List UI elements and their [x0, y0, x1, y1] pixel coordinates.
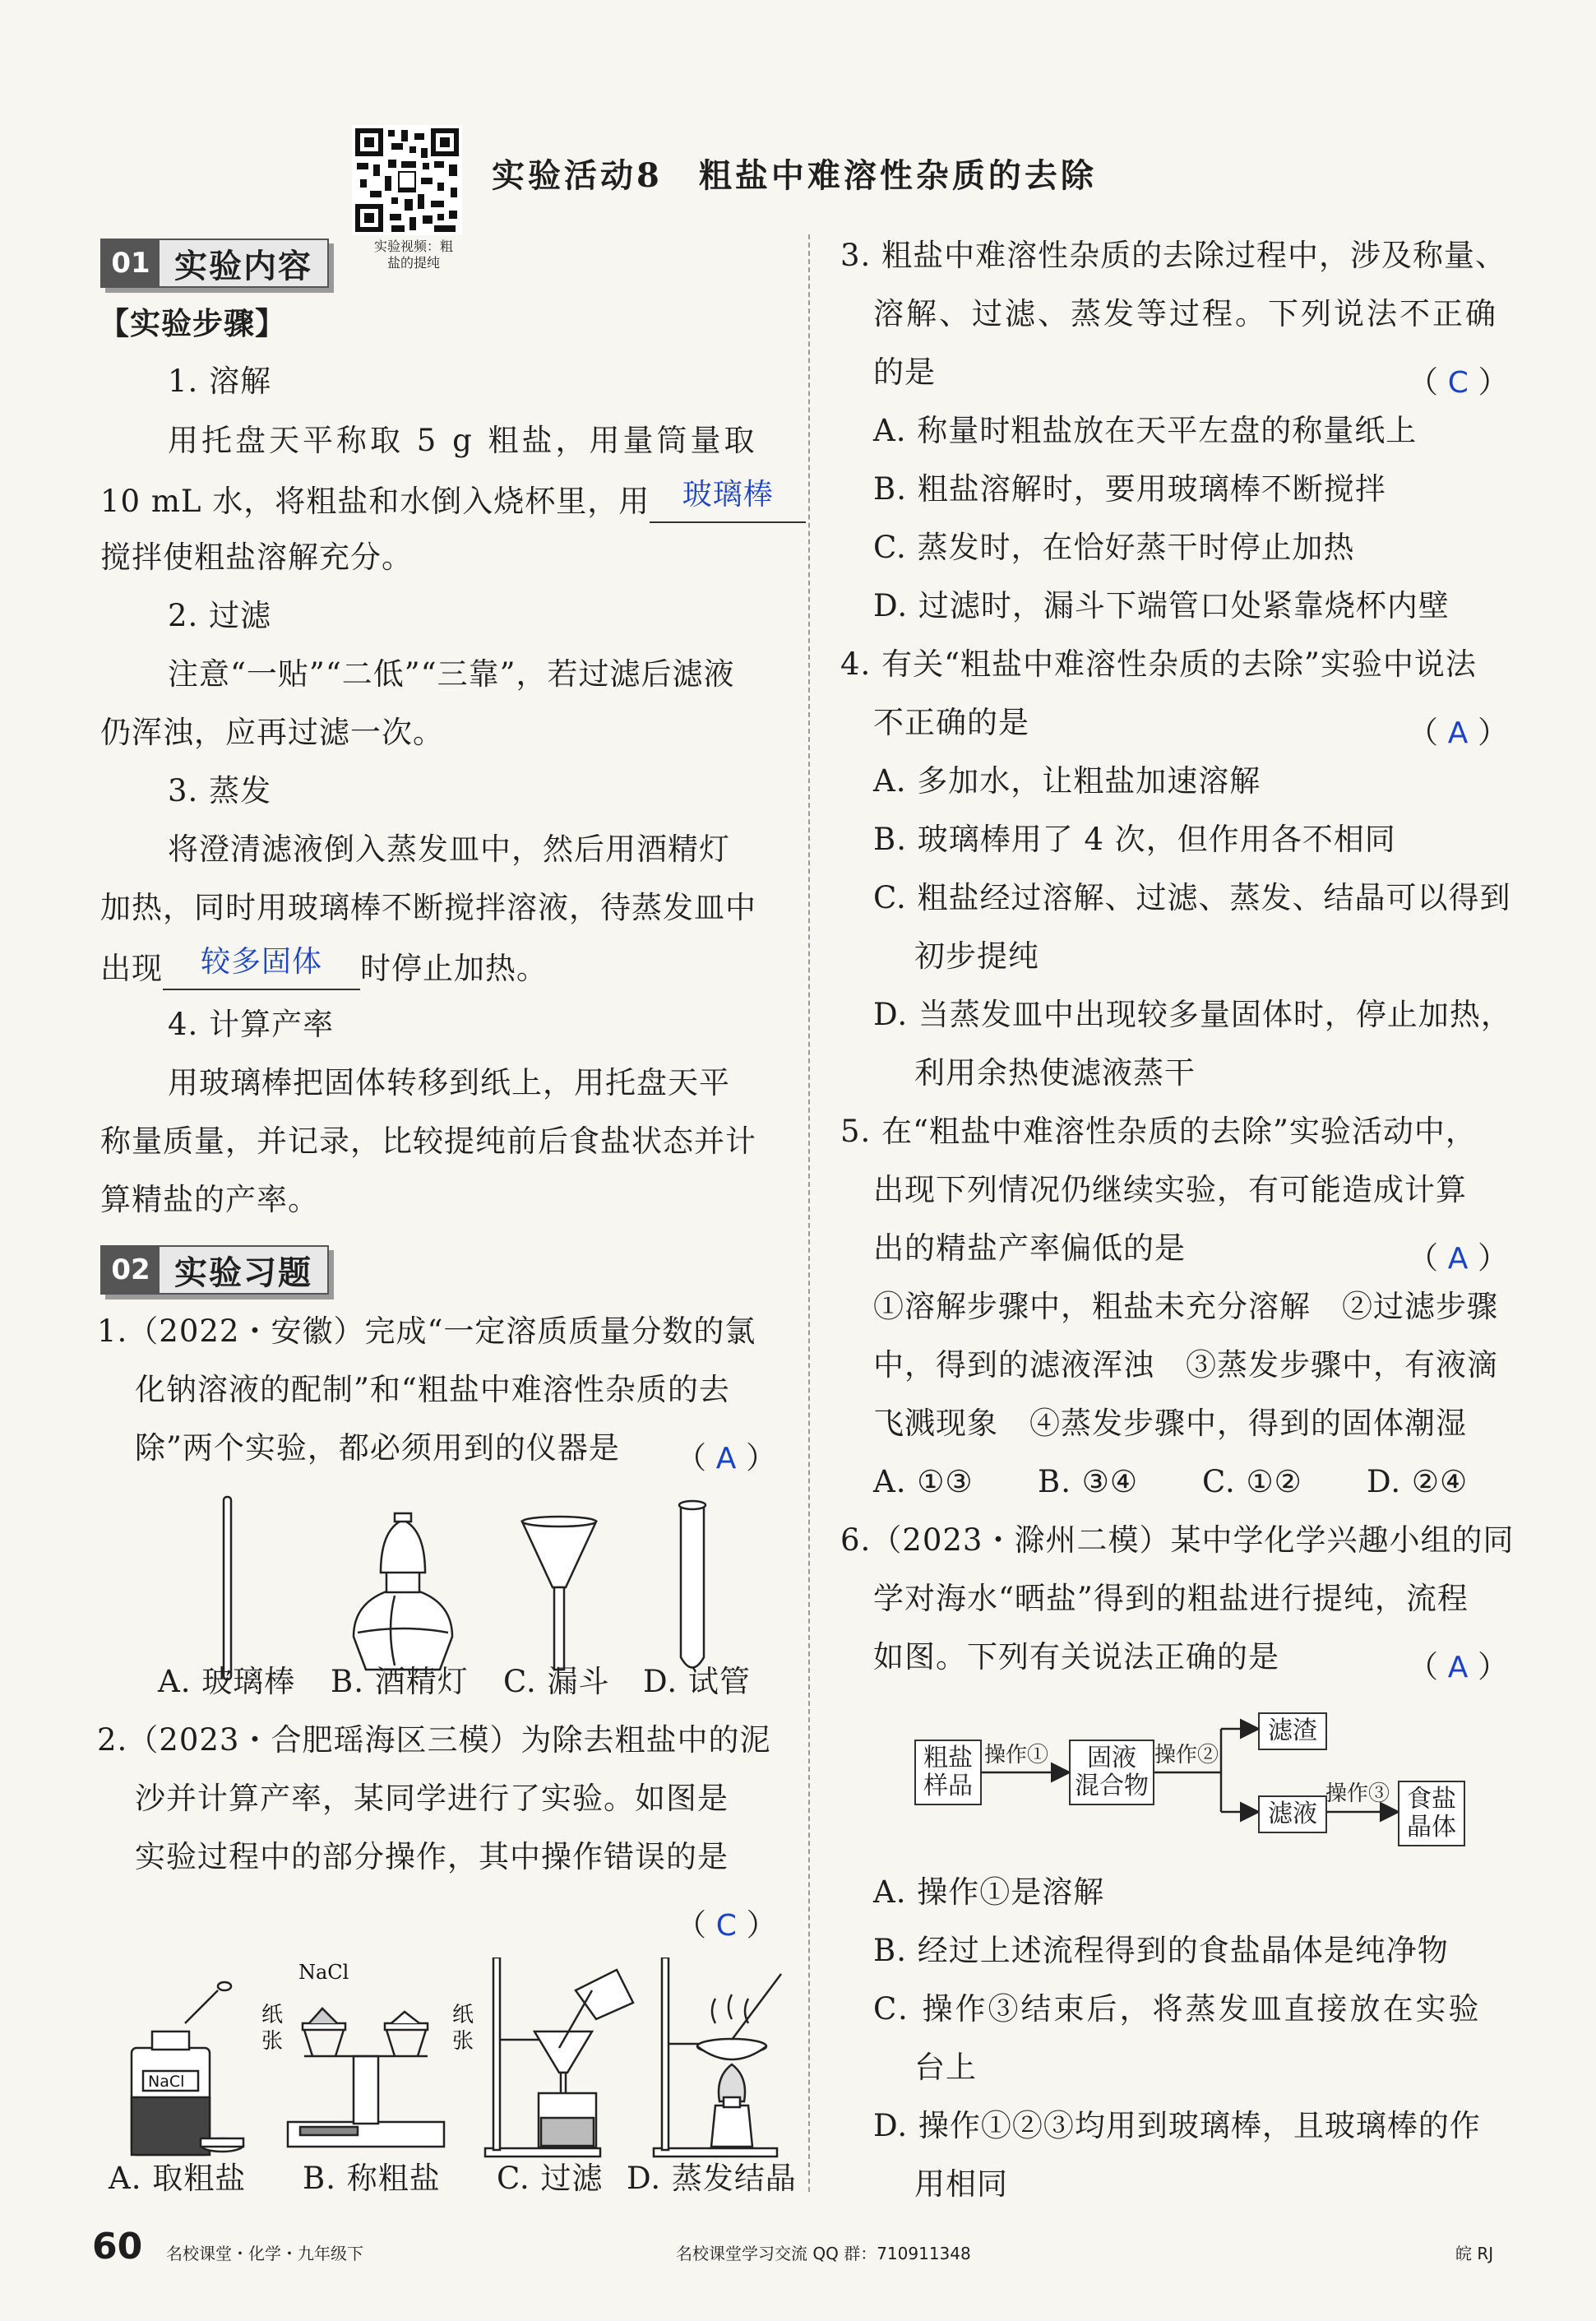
q1-line-3: 除”两个实验，都必须用到的仪器是 — [135, 1430, 620, 1466]
q6-option-a: A. 操作①是溶解 — [873, 1874, 1105, 1910]
q2-option-a: A. 取粗盐 — [109, 2161, 247, 2196]
step-1-title: 1. 溶解 — [168, 364, 272, 399]
flow-box-mixture-label: 固液 混合物 — [1075, 1743, 1149, 1800]
q5-item-line-3: 飞溅现象 ④蒸发步骤中，得到的固体潮湿 — [873, 1406, 1467, 1441]
q5-option-c: C. ①② — [1202, 1464, 1302, 1499]
q6-option-d-line-2: 用相同 — [914, 2166, 1008, 2202]
q1-line-1: 1.（2022・安徽）完成“一定溶质质量分数的氯 — [97, 1313, 756, 1349]
step-4-title: 4. 计算产率 — [168, 1007, 335, 1042]
section-header-1 — [100, 239, 329, 288]
q2-operation-figure — [107, 1957, 806, 2163]
q5-option-a: A. ①③ — [873, 1464, 974, 1499]
filtration-illustration — [485, 1957, 633, 2157]
step-3-line-2: 加热，同时用玻璃棒不断搅拌溶液，待蒸发皿中 — [100, 890, 756, 925]
step-3-line-3-text-b: 时停止加热。 — [360, 951, 548, 986]
q4-option-d-line-2: 利用余热使滤液蒸干 — [914, 1055, 1196, 1091]
reagent-bottle-illustration — [132, 1982, 243, 2155]
steps-heading: 【实验步骤】 — [99, 305, 286, 341]
q1-answer-paren: （ A ） — [676, 1440, 777, 1476]
flow-label-op2: 操作② — [1154, 1743, 1219, 1767]
q4-answer: A — [1447, 716, 1469, 750]
q2-answer: C — [715, 1909, 737, 1943]
flow-box-salt-crystal-label: 食盐 晶体 — [1407, 1784, 1456, 1842]
step-1-line-1: 用托盘天平称取 5 g 粗盐，用量筒量取 — [168, 423, 758, 458]
test-tube-illustration — [679, 1501, 705, 1668]
step-3-answer-blank — [163, 945, 360, 990]
step-3-title: 3. 蒸发 — [168, 773, 272, 808]
q4-line-2: 不正确的是 — [873, 705, 1029, 740]
step-2-line-2: 仍浑浊，应再过滤一次。 — [100, 715, 444, 750]
section-title: 实验习题 — [174, 1253, 312, 1292]
q5-item-line-1: ①溶解步骤中，粗盐未充分溶解 ②过滤步骤 — [873, 1289, 1498, 1324]
flow-box-residue-label: 滤渣 — [1268, 1716, 1317, 1745]
q6-option-c-line-2: 台上 — [914, 2050, 977, 2085]
q1-option-d: D. 试管 — [643, 1664, 751, 1699]
q3-option-c: C. 蒸发时，在恰好蒸干时停止加热 — [873, 530, 1355, 565]
qr-code — [352, 125, 462, 235]
q2-line-2: 沙并计算产率，某同学进行了实验。如图是 — [135, 1781, 729, 1816]
q2-answer-paren: （ C ） — [676, 1907, 777, 1943]
q6-line-1: 6.（2023・滁州二模）某中学化学兴趣小组的同 — [840, 1522, 1515, 1558]
q3-option-a: A. 称量时粗盐放在天平左盘的称量纸上 — [873, 413, 1418, 448]
funnel-illustration — [522, 1517, 596, 1670]
flow-box-filtrate — [1258, 1795, 1327, 1833]
paper-label-left-char: 张 — [261, 2029, 284, 2054]
balance-illustration — [288, 2008, 444, 2147]
q5-option-b: B. ③④ — [1038, 1464, 1139, 1499]
flow-box-crude-salt — [914, 1740, 982, 1805]
qr-caption-line-1: 实验视频：粗 — [373, 239, 453, 254]
footer-qq-group: 名校课堂学习交流 QQ 群：710911348 — [676, 2244, 971, 2263]
step-4-line-1: 用玻璃棒把固体转移到纸上，用托盘天平 — [168, 1065, 730, 1100]
q6-option-b: B. 经过上述流程得到的食盐晶体是纯净物 — [873, 1933, 1449, 1968]
flow-box-filtrate-label: 滤液 — [1268, 1799, 1317, 1828]
qr-caption — [360, 239, 467, 271]
flow-box-salt-crystal — [1398, 1781, 1465, 1846]
section-number: 02 — [102, 1247, 160, 1293]
step-1-line-3: 搅拌使粗盐溶解充分。 — [100, 540, 413, 575]
step-1-answer: 玻璃棒 — [682, 478, 774, 512]
flow-box-crude-salt-label: 粗盐 样品 — [923, 1743, 973, 1800]
q4-option-c-line-2: 初步提纯 — [914, 938, 1039, 974]
step-1-line-2-text: 10 mL 水，将粗盐和水倒入烧杯里，用 — [100, 484, 650, 519]
q1-option-a: A. 玻璃棒 — [158, 1664, 296, 1699]
glass-rod-illustration — [224, 1497, 231, 1679]
qr-caption-line-2: 盐的提纯 — [386, 255, 440, 271]
q1-option-b: B. 酒精灯 — [331, 1664, 469, 1699]
page-number: 60 — [92, 2226, 143, 2268]
q2-line-1: 2.（2023・合肥瑶海区三模）为除去粗盐中的泥 — [97, 1722, 771, 1758]
flow-box-residue — [1258, 1712, 1327, 1750]
q2-option-d: D. 蒸发结晶 — [627, 2161, 797, 2196]
step-3-line-3 — [100, 945, 548, 986]
q6-answer: A — [1447, 1651, 1469, 1684]
q1-apparatus-figure — [148, 1480, 740, 1686]
q2-line-3: 实验过程中的部分操作，其中操作错误的是 — [135, 1839, 729, 1874]
q5-line-3: 出的精盐产率偏低的是 — [873, 1230, 1186, 1266]
paper-label-left-char: 纸 — [261, 2003, 284, 2027]
step-3-answer: 较多固体 — [200, 945, 322, 979]
step-2-line-1: 注意“一贴”“二低”“三靠”，若过滤后滤液 — [168, 656, 735, 692]
q4-option-c-line-1: C. 粗盐经过溶解、过滤、蒸发、结晶可以得到 — [873, 880, 1511, 915]
q6-line-3: 如图。下列有关说法正确的是 — [873, 1639, 1279, 1675]
q3-answer-paren: （ C ） — [1408, 364, 1509, 400]
step-4-line-2: 称量质量，并记录，比较提纯前后食盐状态并计 — [100, 1123, 756, 1159]
q2-option-b: B. 称粗盐 — [303, 2161, 441, 2196]
step-1-line-2 — [100, 478, 806, 519]
q5-option-d: D. ②④ — [1367, 1464, 1469, 1499]
step-2-title: 2. 过滤 — [168, 598, 272, 633]
paper-label-right — [452, 2003, 474, 2054]
q6-line-2: 学对海水“晒盐”得到的粗盐进行提纯，流程 — [873, 1581, 1469, 1616]
page-title: 实验活动8 粗盐中难溶性杂质的去除 — [492, 156, 1097, 195]
step-4-line-3: 算精盐的产率。 — [100, 1182, 319, 1217]
flow-label-op1: 操作① — [984, 1743, 1049, 1767]
alcohol-lamp-illustration — [354, 1513, 452, 1670]
q5-answer-paren: （ A ） — [1408, 1240, 1509, 1276]
q6-answer-paren: （ A ） — [1408, 1649, 1509, 1684]
q4-line-1: 4. 有关“粗盐中难溶性杂质的去除”实验中说法 — [840, 646, 1477, 682]
q3-line-1: 3. 粗盐中难溶性杂质的去除过程中，涉及称量、 — [840, 238, 1507, 273]
q1-answer: A — [715, 1442, 737, 1476]
q6-option-d-line-1: D. 操作①②③均用到玻璃棒，且玻璃棒的作 — [873, 2108, 1481, 2143]
q1-option-c: C. 漏斗 — [503, 1664, 610, 1699]
flow-box-mixture — [1069, 1740, 1154, 1805]
footer-book-title: 名校课堂・化学・九年级下 — [166, 2244, 363, 2263]
q4-option-b: B. 玻璃棒用了 4 次，但作用各不相同 — [873, 822, 1396, 857]
step-1-answer-blank — [650, 478, 806, 523]
paper-label-right-char: 张 — [452, 2029, 474, 2054]
footer-edition: 皖 RJ — [1455, 2244, 1494, 2263]
flow-label-op3: 操作③ — [1325, 1781, 1390, 1806]
balance-substance-label: NaCl — [298, 1961, 349, 1984]
paper-label-right-char: 纸 — [452, 2003, 474, 2027]
q3-answer: C — [1447, 366, 1469, 400]
section-number: 01 — [102, 240, 160, 286]
q6-option-c-line-1: C. 操作③结束后，将蒸发皿直接放在实验 — [873, 1991, 1482, 2027]
q3-option-b: B. 粗盐溶解时，要用玻璃棒不断搅拌 — [873, 471, 1386, 507]
section-header-2 — [100, 1245, 329, 1295]
step-3-line-3-text-a: 出现 — [100, 951, 163, 986]
q5-line-2: 出现下列情况仍继续实验，有可能造成计算 — [873, 1172, 1467, 1207]
evaporation-illustration — [654, 1957, 781, 2157]
q5-item-line-2: 中，得到的滤液浑浊 ③蒸发步骤中，有液滴 — [873, 1347, 1498, 1383]
q4-option-d-line-1: D. 当蒸发皿中出现较多量固体时，停止加热， — [873, 997, 1512, 1032]
q4-answer-paren: （ A ） — [1408, 715, 1509, 750]
q5-answer: A — [1447, 1242, 1469, 1276]
q2-option-c: C. 过滤 — [497, 2161, 604, 2196]
section-title: 实验内容 — [174, 246, 312, 285]
column-divider — [808, 234, 810, 2192]
q5-line-1: 5. 在“粗盐中难溶性杂质的去除”实验活动中， — [840, 1114, 1477, 1149]
q3-line-2: 溶解、过滤、蒸发等过程。下列说法不正确 — [873, 296, 1498, 331]
paper-label-left — [261, 2003, 283, 2054]
q3-line-3: 的是 — [873, 354, 936, 390]
step-3-line-1: 将澄清滤液倒入蒸发皿中，然后用酒精灯 — [168, 832, 730, 867]
q4-option-a: A. 多加水，让粗盐加速溶解 — [873, 763, 1261, 799]
q1-line-2: 化钠溶液的配制”和“粗盐中难溶性杂质的去 — [135, 1372, 730, 1407]
q3-option-d: D. 过滤时，漏斗下端管口处紧靠烧杯内壁 — [873, 588, 1450, 623]
reagent-bottle-label: NaCl — [148, 2073, 185, 2091]
